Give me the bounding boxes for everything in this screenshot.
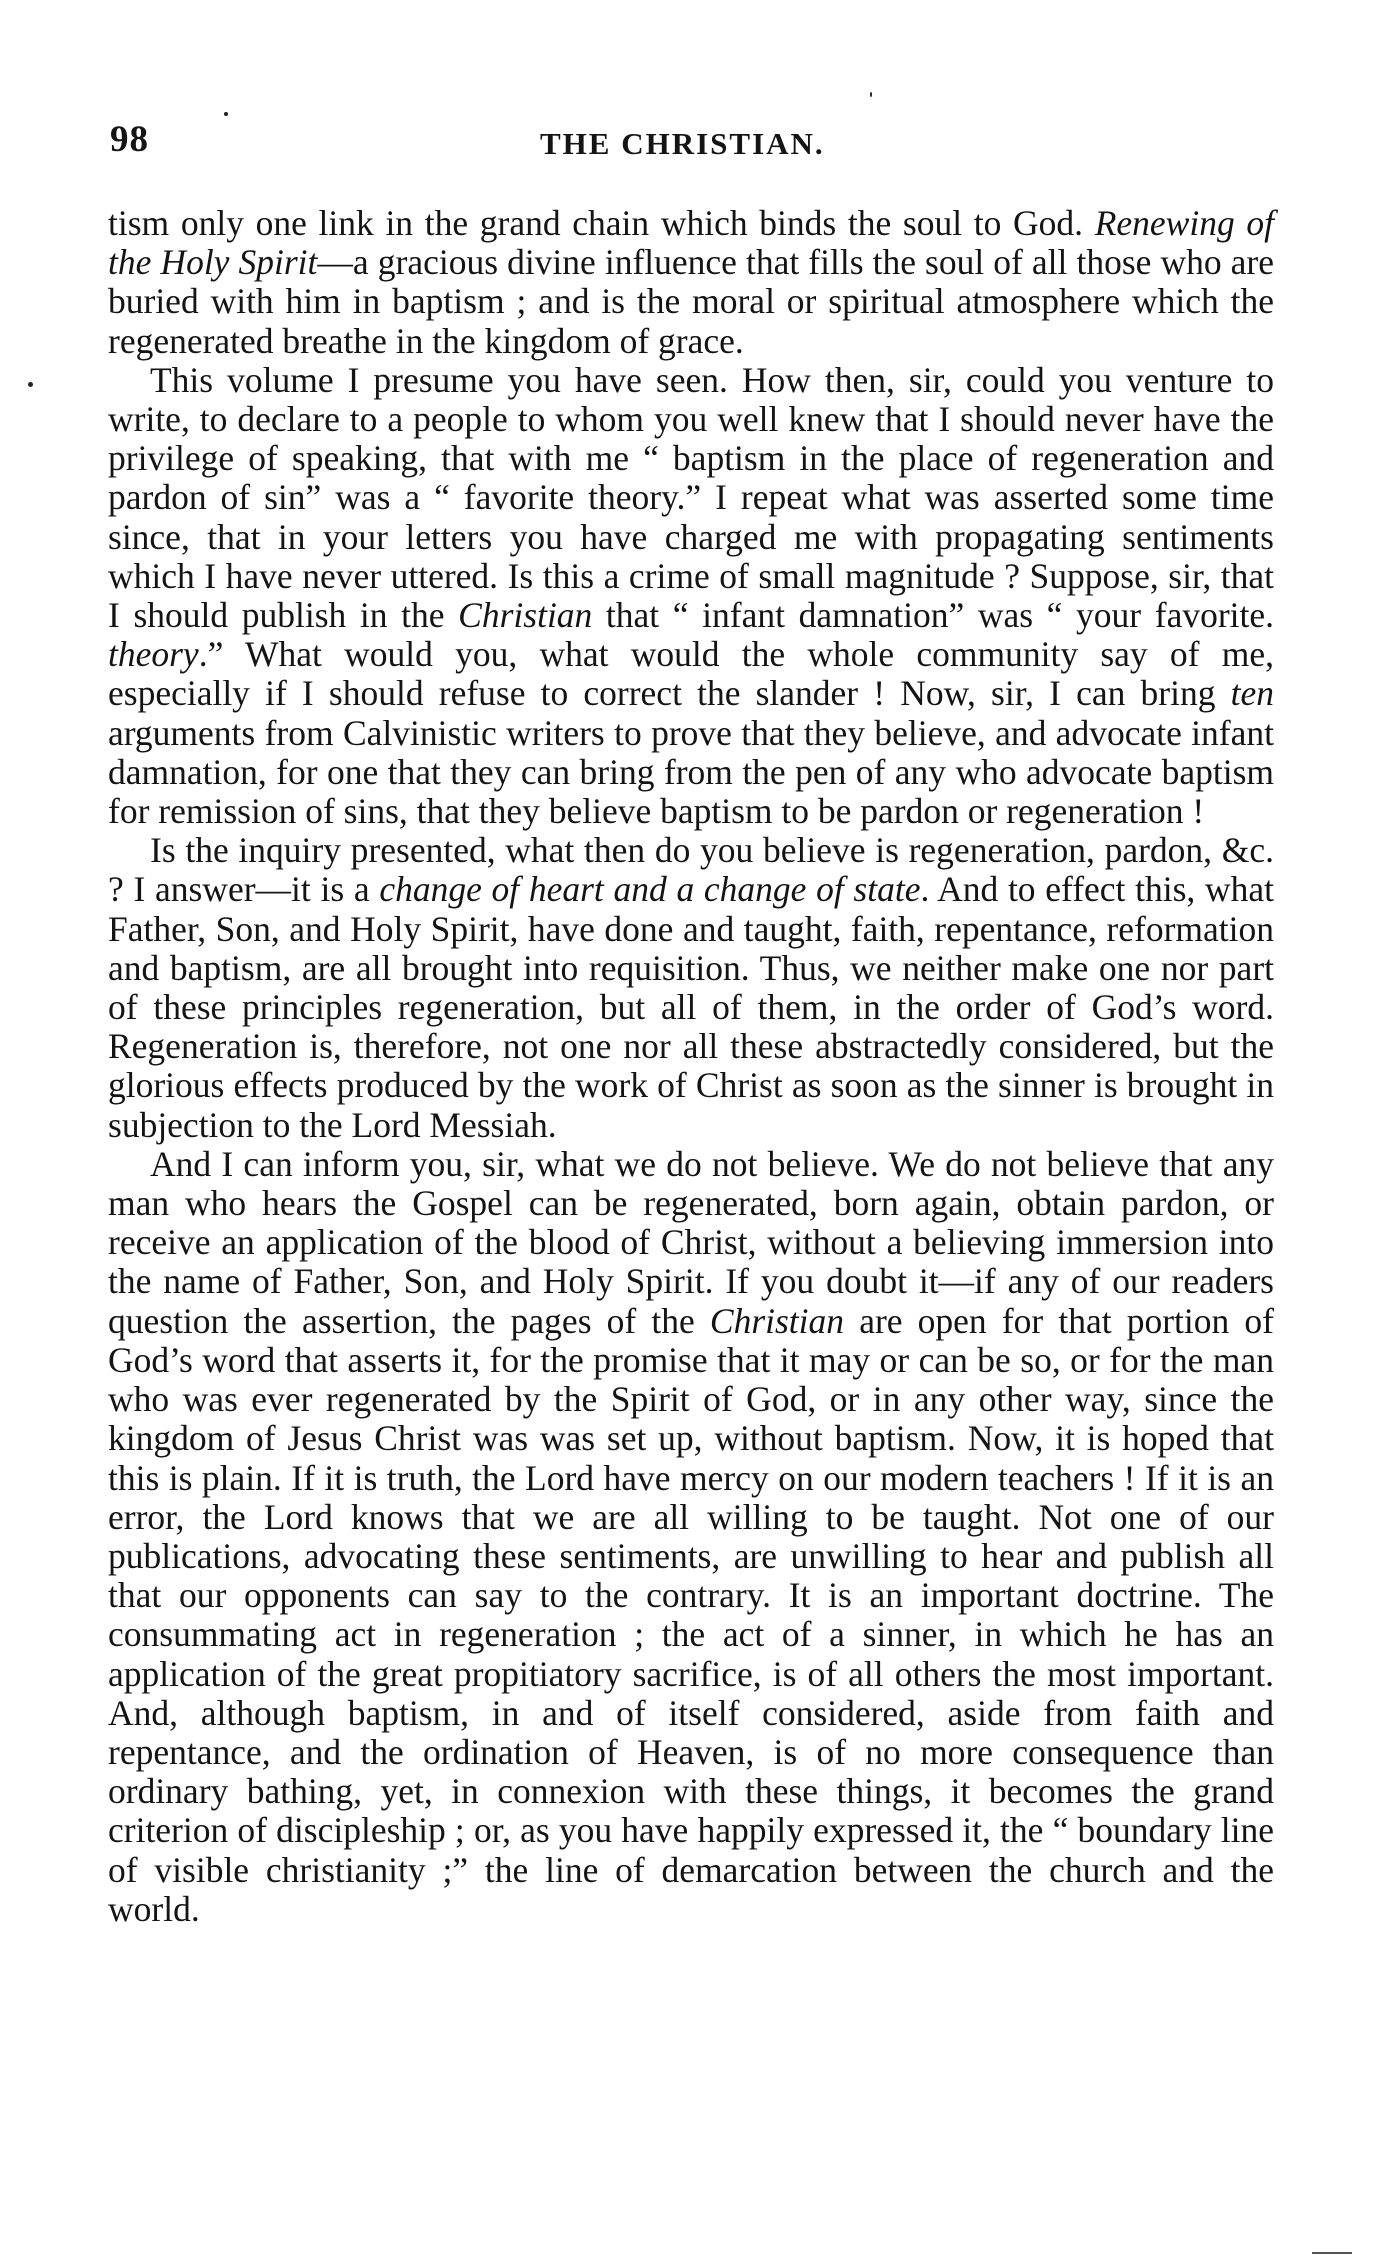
paragraph <box>108 1145 1274 1929</box>
ink-speck <box>224 112 228 116</box>
text-run: tism only one link in the grand chain which binds the soul to God. <box>108 203 1095 243</box>
page-number: 98 <box>110 119 149 160</box>
italic-text: theory <box>108 634 199 675</box>
paragraph <box>108 831 1274 1145</box>
italic-text: Christian <box>709 1300 845 1341</box>
text-run: arguments from Calvinistic writers to prove that they believe, and advocate infant damnation, for one that they can bring from the pen of any who advocate baptism for remission of sins, that they believe baptism to be pardon or regeneration ! <box>108 712 1274 832</box>
text-run: that “ infant damnation” was “ your favorite. <box>592 595 1275 636</box>
text-run: And I can inform you, sir, what we do not believe. We do not believe that any man who hears the Gospel can be regenerated, born again, obtain pardon, or receive an application of the blood of Christ, without a believing immersion into the name of Father, Son, and Holy Spirit. If you doubt it—if any of our readers question the assertion, the pages of the <box>108 1143 1274 1341</box>
italic-text: ten <box>1230 673 1274 714</box>
italic-text: Christian <box>458 595 593 636</box>
italic-text: change of heart and a change of state <box>379 869 921 910</box>
ink-speck <box>28 382 33 387</box>
text-run: —a gracious divine influence that fills the soul of all those who are buried with him in baptism ; and is the moral or spiritual atmosphere which the regenerated breathe in the kingdom of grace. <box>108 242 1274 361</box>
text-run: Is the inquiry presented, what then do you believe is regeneration, pardon, &c. ? I answer—it is a <box>108 830 1274 910</box>
italic-text: Renewing of the Holy Spirit <box>108 203 1274 283</box>
text-run: are open for that portion of God’s word that asserts it, for the promise that it may or can be so, or for the man who was ever regenerated by the Spirit of God, or in any other way, since the kingdom of Jesus Christ was was set up, without baptism. Now, it is hoped that this is plain. If it is truth, the Lord have mercy on our modern teachers ! If it is an error, the Lord knows that we are all willing to be taught. Not one of our publications, advocating these sentiments, are unwilling to hear and publish all that our opponents can say to the contrary. It is an important doctrine. The consummating act in regeneration ; the act of a sinner, in which he has an application of the great propitiatory sacrifice, is of all others the most important. And, although baptism, in and of itself considered, aside from faith and repentance, and the ordination of Heaven, is of no more consequence than ordinary bathing, yet, in connexion with these things, it becomes the grand criterion of discipleship ; or, as you have happily expressed it, the “ boundary line of visible christianity ;” the line of demarcation between the church and the world. <box>108 1300 1274 1929</box>
paragraph <box>108 204 1274 361</box>
page-edge-mark <box>1312 2252 1352 2254</box>
text-run: . And to effect this, what Father, Son, and Holy Spirit, have done and taught, faith, repentance, reformation and baptism, are all brought into requisition. Thus, we neither make one nor part of these principles regeneration, but all of them, in the order of God’s word. Regeneration is, therefore, not one nor all these abstractedly considered, but the glorious effects produced by the work of Christ as soon as the sinner is brought in subjection to the Lord Messiah. <box>108 869 1274 1145</box>
body-text <box>108 204 1274 1929</box>
page-header <box>110 118 1270 168</box>
ink-speck <box>870 92 872 97</box>
running-title: THE CHRISTIAN. <box>540 126 825 161</box>
paragraph <box>108 361 1274 831</box>
text-run: .” What would you, what would the whole community say of me, especially if I should refuse to correct the slander ! Now, sir, I can bring <box>108 634 1274 714</box>
text-run: This volume I presume you have seen. How then, sir, could you venture to write, to declare to a people to whom you well knew that I should never have the privilege of speaking, that with me “ baptism in the place of regeneration and pardon of sin” was a “ favorite theory.” I repeat what was asserted some time since, that in your letters you have charged me with propagating sentiments which I have never uttered. Is this a crime of small magnitude ? Suppose, sir, that I should publish in the <box>108 359 1274 636</box>
